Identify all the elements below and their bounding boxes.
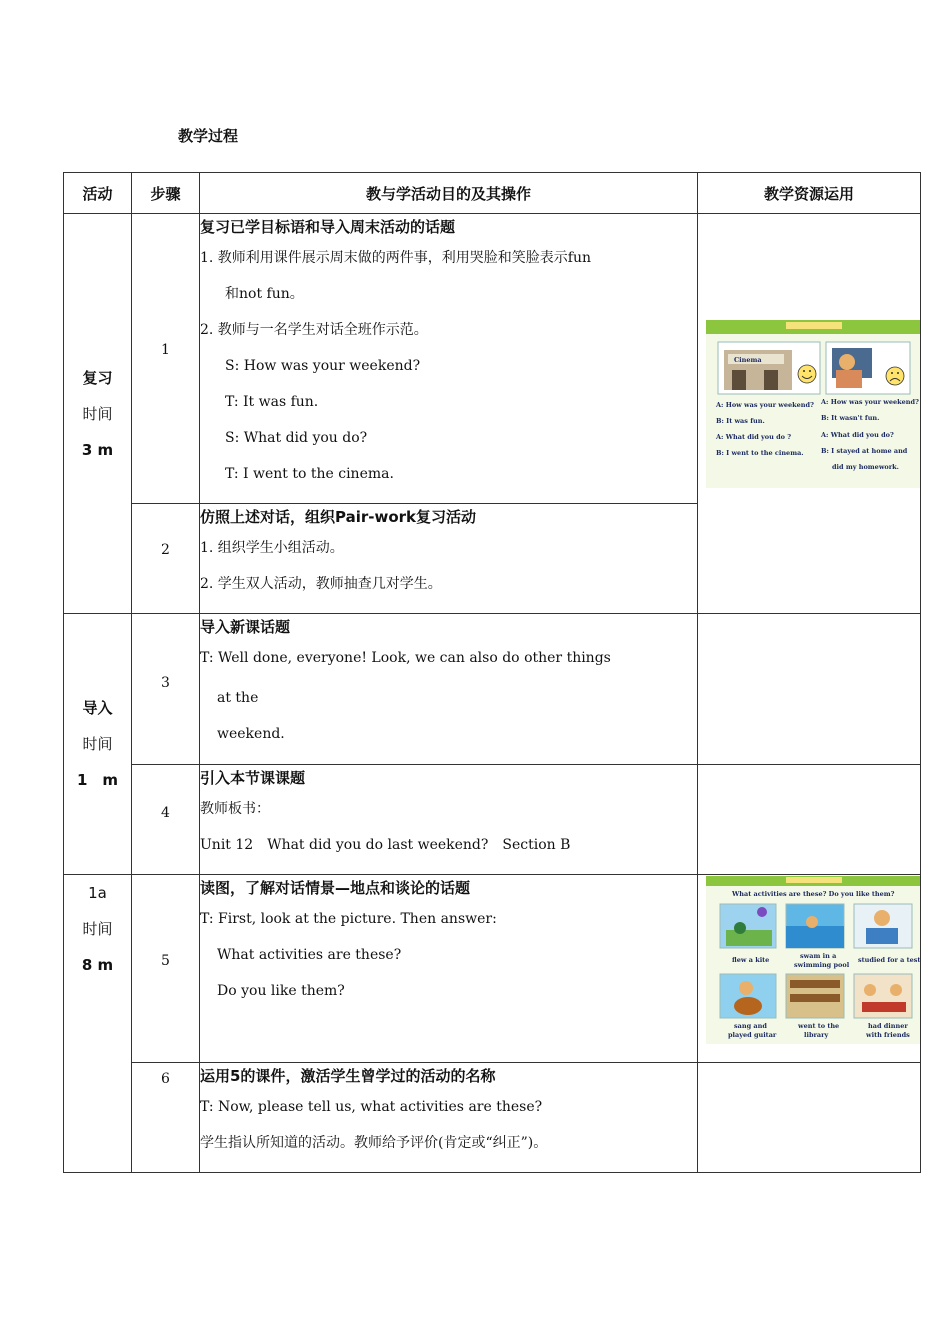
activity-caption: sang and (734, 1022, 767, 1030)
content-line: Do you like them? (217, 983, 345, 999)
resource-cell (698, 765, 921, 875)
table-row (64, 875, 921, 1063)
dialogue-line: B: I went to the cinema. (716, 449, 804, 457)
table-row (64, 765, 921, 875)
step-title: 复习已学目标语和导入周末活动的话题 (200, 218, 456, 236)
content-line: 学生指认所知道的活动。教师给予评价(肯定或“纠正”)。 (200, 1135, 548, 1151)
content-line: 1. 教师利用课件展示周末做的两件事，利用哭脸和笑脸表示fun (200, 250, 592, 266)
resource-cell (698, 614, 921, 765)
dialogue-line: B: It was fun. (716, 417, 765, 425)
activity-caption: swimming pool (794, 961, 850, 969)
content-line: S: How was your weekend? (225, 358, 421, 374)
content-line: T: Well done, everyone! Look, we can also do other things (200, 650, 611, 666)
slide-weekend-dialogue (706, 320, 920, 488)
content-line: at the (217, 690, 259, 706)
header-row (64, 173, 921, 214)
header-activity: 活动 (64, 173, 132, 214)
content-line: Unit 12 What did you do last weekend? Section B (200, 837, 571, 853)
step-number: 3 (132, 614, 200, 765)
lesson-plan-table (63, 172, 921, 1173)
cinema-sign: Cinema (734, 356, 762, 364)
content-line: 和not fun。 (225, 286, 304, 302)
activity-caption: went to the (798, 1022, 840, 1030)
header-content: 教与学活动目的及其操作 (200, 173, 698, 214)
step-number: 2 (132, 504, 200, 614)
header-step: 步骤 (132, 173, 200, 214)
time-value: 1 m (76, 771, 119, 789)
time-label: 时间 (82, 404, 113, 423)
table-row (64, 614, 921, 765)
step-title: 运用5的课件，激活学生曾学过的活动的名称 (200, 1067, 496, 1085)
content-line: weekend. (217, 726, 285, 742)
activity-lead-in (64, 614, 132, 875)
step-title: 导入新课话题 (200, 618, 291, 636)
content-line: 教师板书： (200, 801, 270, 817)
dialogue-line: A: How was your weekend? (716, 401, 814, 409)
content-line: T: I went to the cinema. (225, 466, 394, 482)
dialogue-line: A: What did you do? (821, 431, 894, 439)
activity-1a (64, 875, 132, 1173)
step-content (200, 1063, 698, 1173)
step-number: 6 (132, 1063, 200, 1173)
dialogue-line: A: What did you do ? (716, 433, 792, 441)
activity-name: 复习 (82, 368, 113, 387)
step-title: 引入本节课课题 (200, 769, 306, 787)
content-line: T: Now, please tell us, what activities are these? (200, 1099, 543, 1115)
step-content (200, 214, 698, 504)
step-content (200, 875, 698, 1063)
dialogue-line: did my homework. (832, 463, 899, 471)
table-row (64, 214, 921, 504)
header-resource: 教学资源运用 (698, 173, 921, 214)
step-title: 读图，了解对话情景—地点和谈论的话题 (200, 879, 471, 897)
activity-caption: swam in a (800, 952, 837, 960)
section-heading: 教学过程 (178, 127, 239, 145)
time-label: 时间 (82, 920, 113, 938)
activity-caption: had dinner (868, 1022, 908, 1030)
step-title: 仿照上述对话，组织Pair-work复习活动 (200, 508, 477, 526)
content-line: 2. 教师与一名学生对话全班作示范。 (200, 322, 428, 338)
activity-name: 导入 (82, 699, 113, 717)
time-label: 时间 (82, 735, 113, 753)
content-line: S: What did you do? (225, 430, 368, 446)
activity-name: 1a (88, 884, 107, 902)
content-line: T: It was fun. (225, 394, 319, 410)
step-number: 5 (132, 875, 200, 1063)
table-row (64, 1063, 921, 1173)
step-number: 1 (132, 214, 200, 504)
step-content (200, 614, 698, 765)
step-content (200, 504, 698, 614)
activity-caption: studied for a test (858, 956, 920, 964)
time-value: 8 m (81, 956, 114, 974)
slide-question: What activities are these? Do you like them? (732, 890, 895, 898)
activity-caption: flew a kite (732, 956, 770, 964)
content-line: 2. 学生双人活动，教师抽查几对学生。 (200, 576, 442, 592)
step-content (200, 765, 698, 875)
time-value: 3 m (81, 440, 114, 459)
activity-caption: played guitar (728, 1031, 777, 1039)
slide-activities (706, 876, 920, 1044)
content-line: What activities are these? (217, 947, 402, 963)
activity-review (64, 214, 132, 614)
dialogue-line: B: I stayed at home and (821, 447, 908, 455)
activity-caption: library (804, 1031, 829, 1039)
activity-caption: with friends (866, 1031, 910, 1039)
content-line: 1. 组织学生小组活动。 (200, 540, 344, 556)
resource-cell (698, 875, 921, 1063)
dialogue-line: A: How was your weekend? (821, 398, 919, 406)
step-number: 4 (132, 765, 200, 875)
resource-cell (698, 1063, 921, 1173)
dialogue-line: B: It wasn't fun. (821, 414, 880, 422)
resource-cell (698, 214, 921, 614)
content-line: T: First, look at the picture. Then answer: (200, 911, 497, 927)
